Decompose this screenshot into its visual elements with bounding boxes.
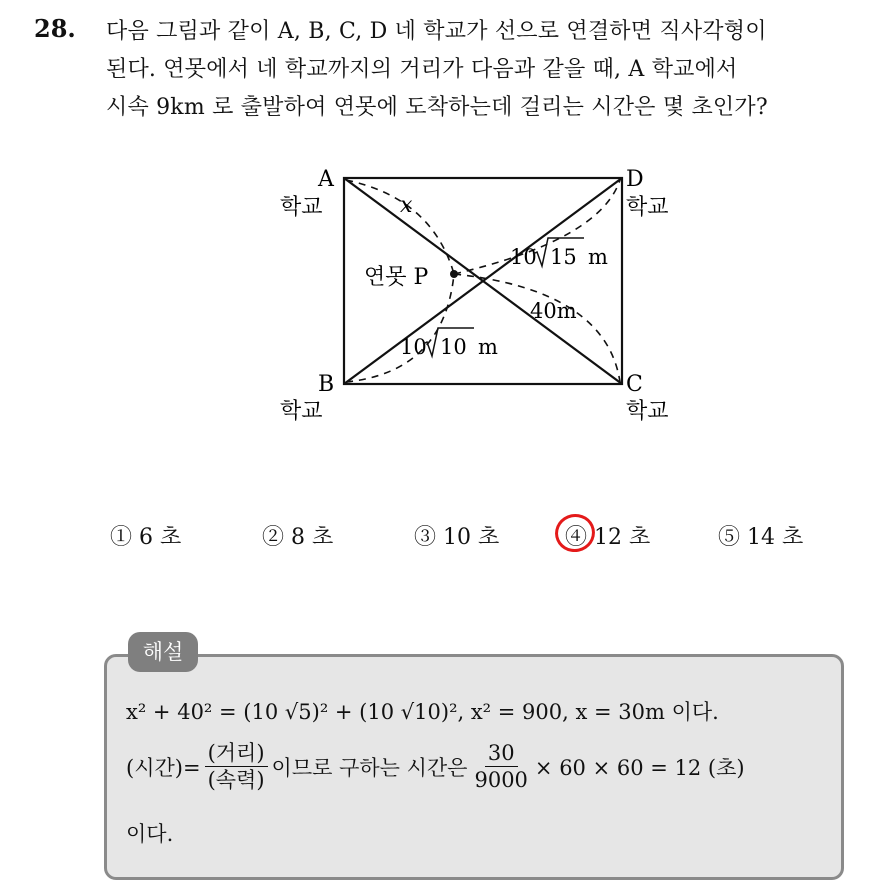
choice-5[interactable] (718, 520, 803, 551)
dist-DP-unit: m (588, 245, 608, 269)
time-formula-numerator: (거리) (205, 740, 268, 767)
solution-line2-middle: 이므로 구하는 시간은 (271, 755, 468, 780)
question-line-1: 다음 그림과 같이 A, B, C, D 네 학교가 선으로 연결하면 직사각형이 (106, 19, 767, 44)
label-A: A (318, 167, 334, 192)
pond-label: 연못 P (364, 265, 429, 290)
point-P (450, 270, 458, 278)
dist-BP-unit: m (478, 335, 498, 359)
time-formula-denominator: (속력) (207, 768, 265, 792)
choice-2-mark: ② (262, 525, 285, 550)
dist-BP-rad: 10 (440, 335, 467, 359)
solution-line2-suffix: × 60 × 60 = 12 (초) (534, 755, 745, 780)
school-label-A: 학교 (280, 195, 323, 220)
label-D: D (626, 167, 644, 192)
school-label-D: 학교 (626, 195, 669, 220)
choice-1-text: 6 초 (139, 525, 182, 550)
school-label-C: 학교 (626, 399, 669, 424)
solution-tag: 해설 (128, 632, 198, 672)
dist-DP-rad: 15 (550, 245, 577, 269)
dist-AP-label: x (400, 193, 413, 218)
choice-2[interactable] (262, 520, 333, 551)
label-B: B (318, 372, 335, 397)
solution-line2-prefix: (시간)= (126, 755, 201, 780)
choice-5-text: 14 초 (747, 525, 804, 550)
choice-1-mark: ① (110, 525, 133, 550)
choice-4-text: 12 초 (594, 525, 651, 550)
question-number: 28. (34, 14, 76, 43)
solution-line-2 (126, 740, 745, 793)
dist-BP-coef: 10 (400, 335, 427, 359)
dist-CP-label: 40m (530, 299, 577, 323)
choice-4-mark: ④ (565, 525, 588, 550)
time-formula-fraction (205, 740, 268, 793)
time-value-fraction (471, 740, 530, 793)
choice-3[interactable] (414, 520, 499, 551)
choice-5-mark: ⑤ (718, 525, 741, 550)
solution-line-1: x² + 40² = (10 √5)² + (10 √10)², x² = 900, x = 30m 이다. (126, 700, 719, 724)
choice-3-text: 10 초 (443, 525, 500, 550)
choice-1[interactable] (110, 520, 181, 551)
solution-line-3: 이다. (126, 822, 174, 846)
question-line-2: 된다. 연못에서 네 학교까지의 거리가 다음과 같을 때, A 학교에서 (106, 57, 738, 82)
school-label-B: 학교 (280, 399, 323, 424)
time-value-numerator: 30 (485, 740, 518, 767)
choice-3-mark: ③ (414, 525, 437, 550)
dashed-arc-CP (454, 274, 620, 382)
choice-2-text: 8 초 (291, 525, 334, 550)
label-C: C (626, 372, 643, 397)
time-value-denominator: 9000 (474, 768, 528, 792)
question-line-3: 시속 9km 로 출발하여 연못에 도착하는데 걸리는 시간은 몇 초인가? (106, 95, 768, 120)
dist-DP-coef: 10 (510, 245, 537, 269)
